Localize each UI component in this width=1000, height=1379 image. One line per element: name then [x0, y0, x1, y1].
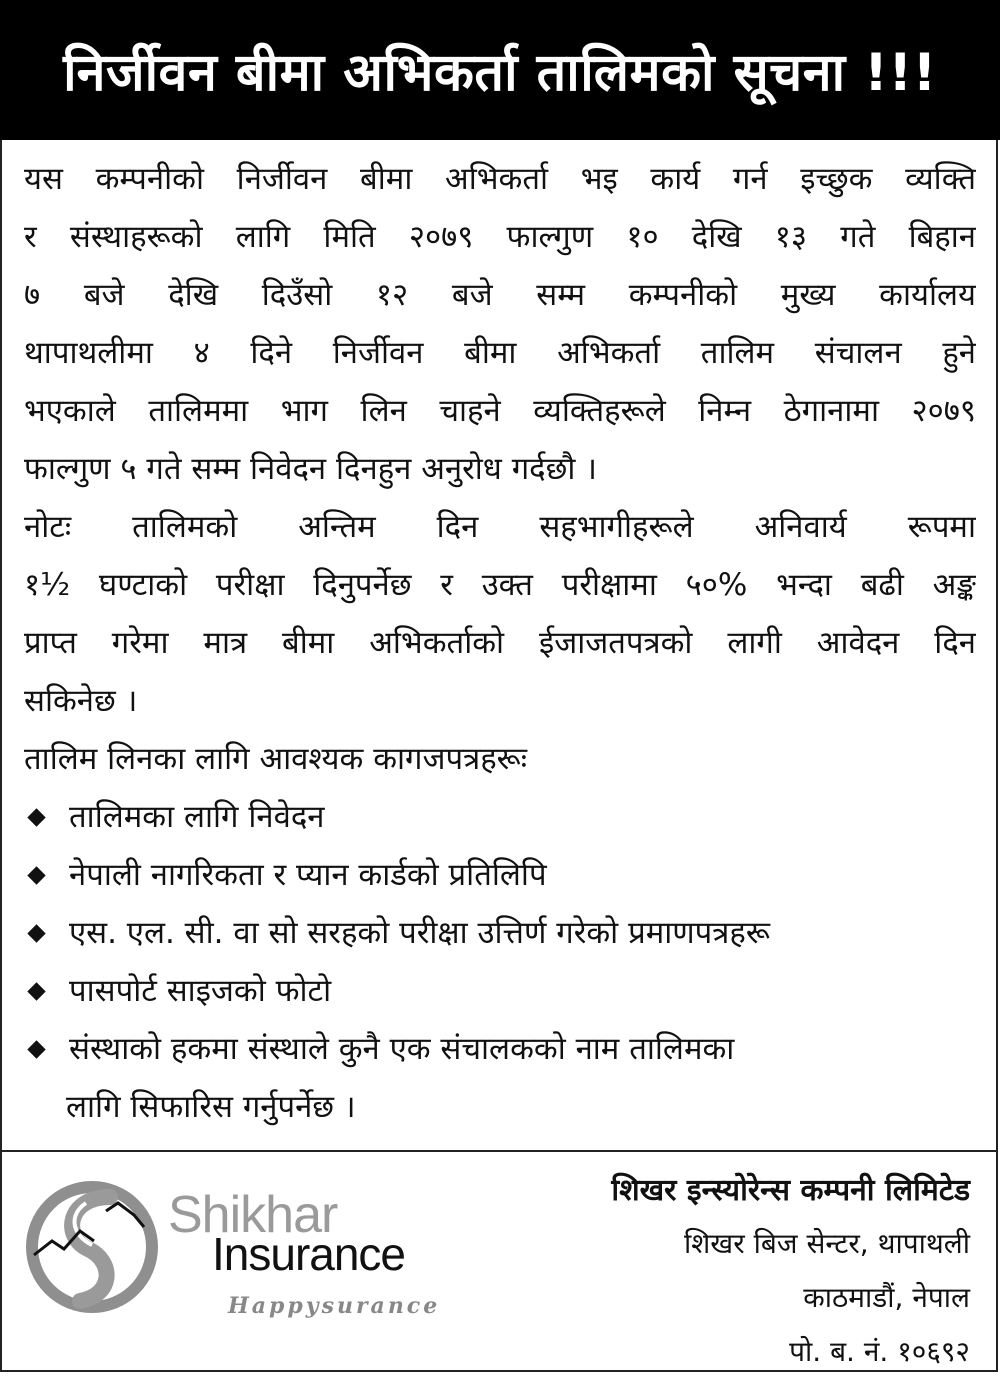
address-line-2: काठमाडौं, नेपाल — [803, 1281, 970, 1314]
note-line: सकिनेछ । — [24, 683, 138, 719]
paragraph-line: भएकाले तालिममा भाग लिन चाहने व्यक्तिहरूले निम्न ठेगानामा २०७९ — [24, 393, 976, 429]
requirement-text: संस्थाको हकमा संस्थाले कुनै एक संचालकको नाम तालिमका — [69, 1031, 735, 1067]
requirement-text: एस. एल. सी. वा सो सरहको परीक्षा उत्तिर्ण गरेको प्रमाणपत्रहरू — [69, 915, 770, 951]
po-box: पो. ब. नं. १०६९२ — [789, 1335, 970, 1368]
requirement-text: तालिमका लागि निवेदन — [69, 799, 325, 835]
note-line: १½ घण्टाको परीक्षा दिनुपर्नेछ र उक्त परीक्षामा ५०% भन्दा बढी अङ्क — [24, 567, 976, 603]
requirement-continuation: लागि सिफारिस गर्नुपर्नेछ । — [66, 1089, 356, 1125]
address-line-1: शिखर बिज सेन्टर, थापाथली — [684, 1227, 970, 1260]
requirement-item — [24, 904, 976, 962]
requirement-text: नेपाली नागरिकता र प्यान कार्डको प्रतिलिपि — [69, 857, 547, 893]
requirement-item — [24, 1020, 976, 1078]
shikhar-s-mountain-logo-icon — [22, 1175, 172, 1325]
paragraph-line: ७ बजे देखि दिउँसो १२ बजे सम्म कम्पनीको मुख्य कार्यालय — [24, 277, 976, 313]
paragraph-line: फाल्गुण ५ गते सम्म निवेदन दिनहुन अनुरोध गर्दछौ । — [24, 451, 598, 487]
requirement-item — [24, 846, 976, 904]
diamond-bullet-icon — [27, 1040, 45, 1058]
diamond-bullet-icon — [27, 982, 45, 1000]
footer-divider — [2, 1150, 998, 1152]
note-line: प्राप्त गरेमा मात्र बीमा अभिकर्ताको ईजाजतपत्रको लागी आवेदन दिन — [24, 625, 976, 661]
requirement-item — [24, 788, 976, 846]
paragraph-line: र संस्थाहरूको लागि मिति २०७९ फाल्गुण १० देखि १३ गते बिहान — [24, 219, 976, 255]
paragraph-line: थापाथलीमा ४ दिने निर्जीवन बीमा अभिकर्ता तालिम संचालन हुने — [24, 335, 976, 371]
note-line: नोटः तालिमको अन्तिम दिन सहभागीहरूले अनिवार्य रूपमा — [24, 509, 976, 545]
logo-word-shikhar: Shikhar — [168, 1186, 338, 1244]
company-logo — [22, 1175, 482, 1335]
logo-word-insurance: Insurance — [212, 1228, 406, 1280]
notice-title: निर्जीवन बीमा अभिकर्ता तालिमको सूचना !!! — [0, 0, 1000, 140]
company-address-block — [611, 1165, 970, 1379]
diamond-bullet-icon — [27, 924, 45, 942]
notice-body — [24, 150, 976, 1136]
requirement-item — [24, 962, 976, 1020]
requirement-text: पासपोर्ट साइजको फोटो — [69, 973, 332, 1009]
requirements-heading: तालिम लिनका लागि आवश्यक कागजपत्रहरूः — [24, 741, 528, 777]
logo-tagline: Happysurance — [228, 1293, 441, 1319]
paragraph-line: यस कम्पनीको निर्जीवन बीमा अभिकर्ता भइ कार्य गर्न इच्छुक व्यक्ति — [24, 161, 976, 197]
diamond-bullet-icon — [27, 808, 45, 826]
company-name: शिखर इन्स्योरेन्स कम्पनी लिमिटेड — [611, 1173, 970, 1208]
diamond-bullet-icon — [27, 866, 45, 884]
